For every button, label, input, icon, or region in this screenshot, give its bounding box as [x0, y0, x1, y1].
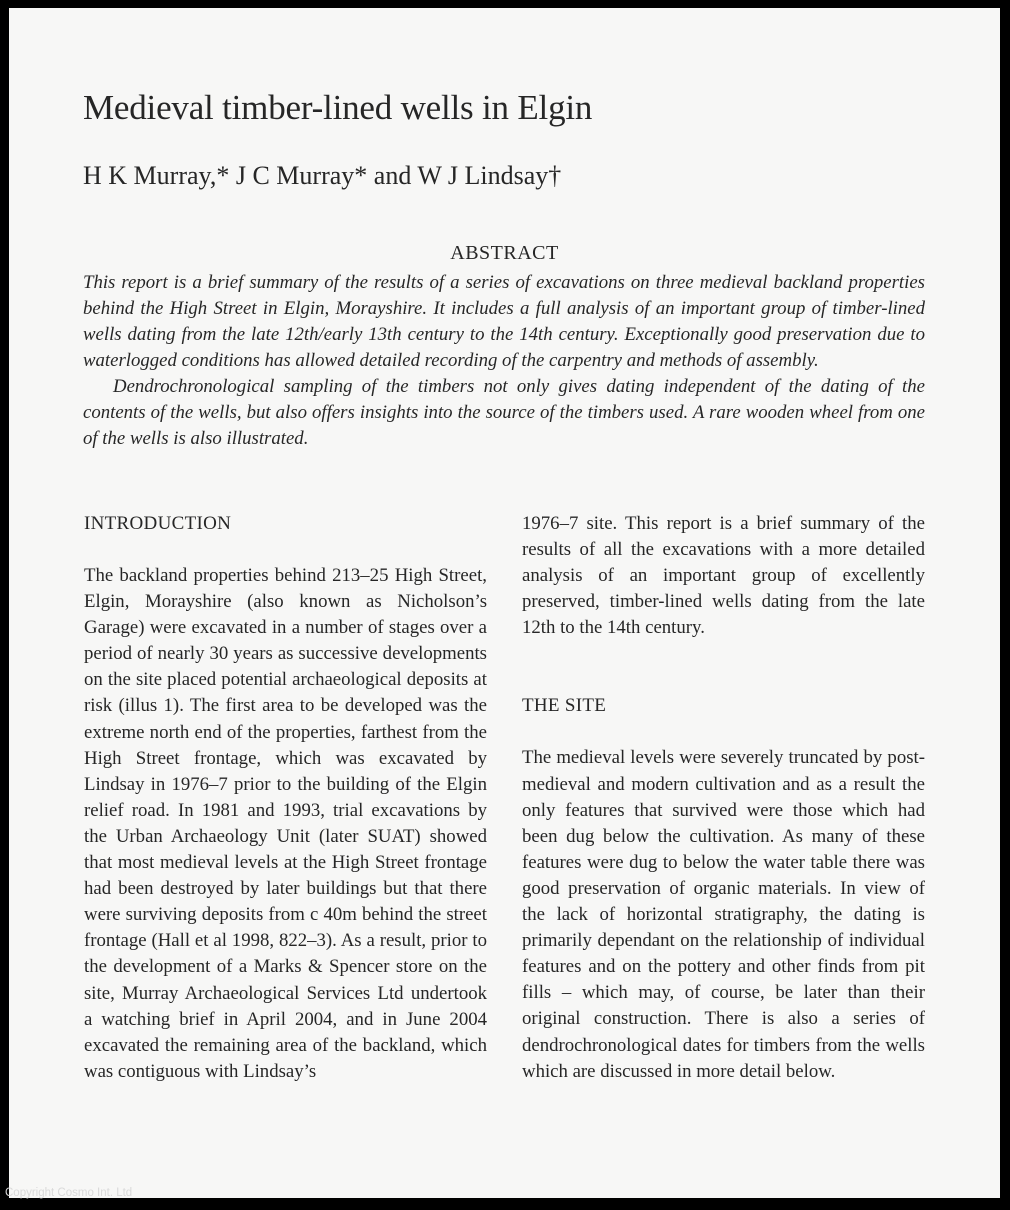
- introduction-text-continued: 1976–7 site. This report is a brief summary of the results of all the excavations with a more detailed analysis of an important group of excellently preserved, timber-lined wells dating from the late 12th to the 14th century.: [522, 513, 925, 639]
- abstract-paragraph: Dendrochronological sampling of the timbers not only gives dating independent of the dating of the contents of the wells, but also offers insights into the source of the timbers used. A rare wooden wheel from one of the wells is also illustrated.: [83, 376, 925, 449]
- article-authors: H K Murray,* J C Murray* and W J Lindsay†: [83, 161, 562, 190]
- abstract-heading: ABSTRACT: [450, 242, 559, 264]
- the-site-text: The medieval levels were severely truncated by post-medieval and modern cultivation and as a result the only features that survived were those which had been dug below the cultivation. As many of these features were dug to below the water table there was good preservation of organic materials. In view of the lack of horizontal stratigraphy, the dating is primarily dependant on the relationship of individual features and on the pottery and other finds from pit fills – which may, of course, be later than their original construction. There is also a series of dendrochronological dates for timbers from the wells which are discussed in more detail below.: [522, 747, 925, 1082]
- right-column: [522, 511, 925, 1085]
- introduction-text: The backland properties behind 213–25 High Street, Elgin, Morayshire (also known as Nicholson’s Garage) were excavated in a number of stages over a period of nearly 30 years as successive developments on the site placed potential archaeological deposits at risk (illus 1). The first area to be developed was the extreme north end of the properties, farthest from the High Street frontage, which was excavated by Lindsay in 1976–7 prior to the building of the Elgin relief road. In 1981 and 1993, trial excavations by the Urban Archaeology Unit (later SUAT) showed that most medieval levels at the High Street frontage had been destroyed by later buildings but that there were surviving deposits from c 40m behind the street frontage (Hall et al 1998, 822–3). As a result, prior to the development of a Marks & Spencer store on the site, Murray Archaeological Services Ltd undertook a watching brief in April 2004, and in June 2004 excavated the remaining area of the backland, which was contiguous with Lindsay’s: [84, 565, 487, 1082]
- left-column: [84, 511, 487, 1085]
- abstract-paragraph: This report is a brief summary of the results of a series of excavations on three medieval backland properties behind the High Street in Elgin, Morayshire. It includes a full analysis of an important group of timber-lined wells dating from the late 12th/early 13th century to the 14th century. Exceptionally good preservation due to waterlogged conditions has allowed detailed recording of the carpentry and methods of assembly.: [83, 272, 925, 371]
- section-heading-introduction: INTRODUCTION: [84, 513, 232, 534]
- article-title: Medieval timber-lined wells in Elgin: [83, 88, 593, 127]
- paper-page: [9, 8, 1000, 1198]
- copyright-watermark: Copyright Cosmo Int. Ltd: [5, 1187, 133, 1199]
- abstract-body: [83, 270, 925, 452]
- section-heading-the-site: THE SITE: [522, 695, 607, 717]
